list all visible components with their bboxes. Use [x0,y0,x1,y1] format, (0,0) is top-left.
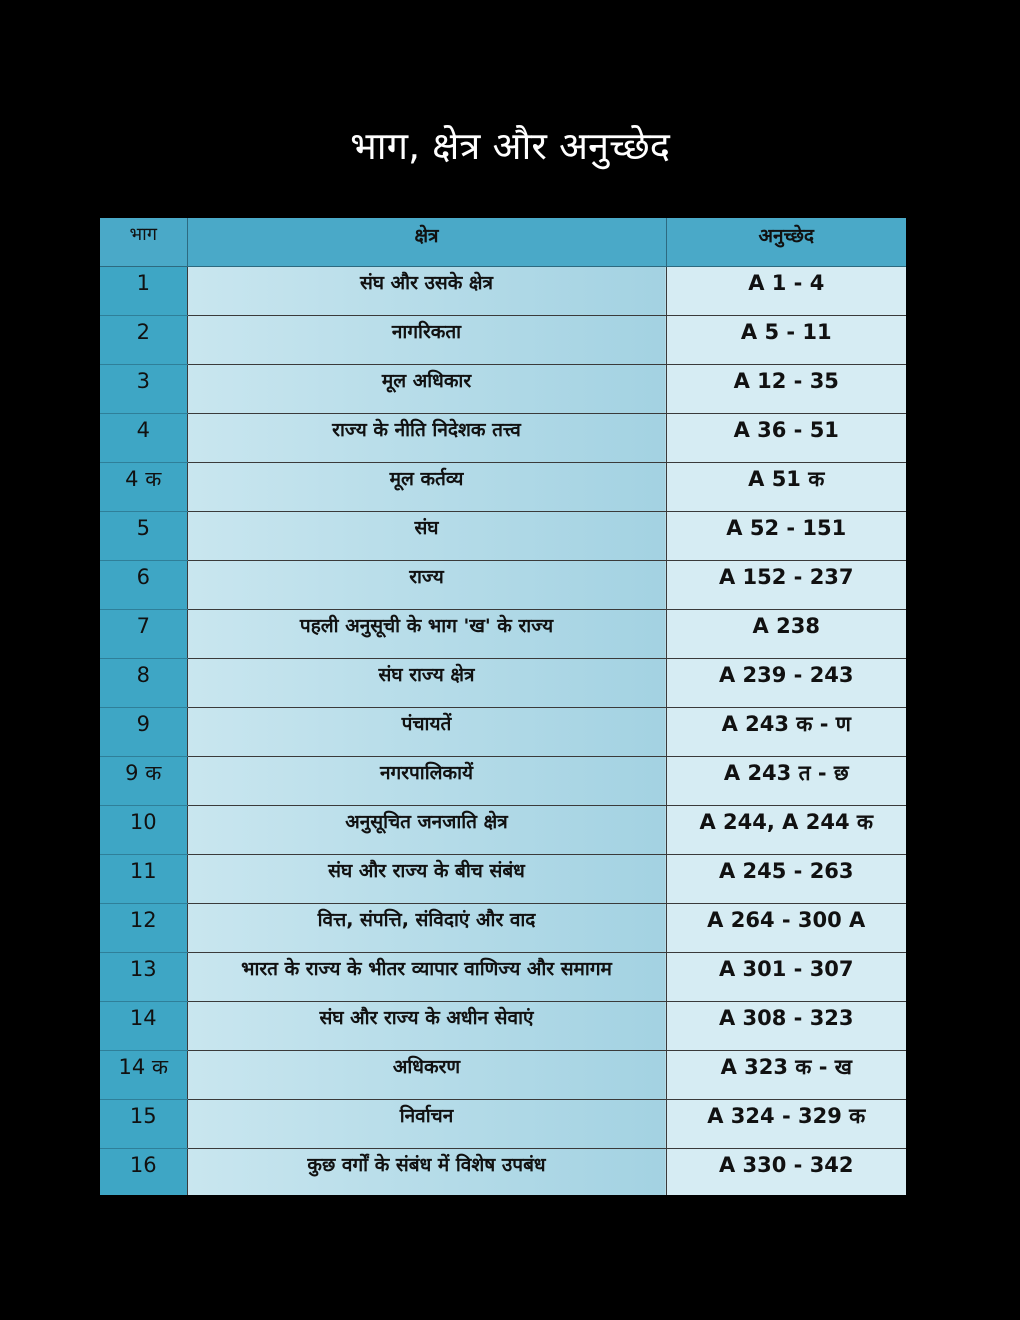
area-cell: कुछ वर्गों के संबंध में विशेष उपबंध [187,1148,666,1195]
table-row [100,1050,906,1099]
area-cell: निर्वाचन [187,1099,666,1148]
part-cell: 13 [100,952,187,1001]
table-row [100,462,906,511]
article-cell: A 243 त - छ [666,756,906,805]
article-cell: A 12 - 35 [666,364,906,413]
part-cell: 9 क [100,756,187,805]
part-cell: 15 [100,1099,187,1148]
table-row [100,511,906,560]
area-cell: नागरिकता [187,315,666,364]
part-cell: 4 [100,413,187,462]
part-cell: 16 [100,1148,187,1195]
table-row [100,413,906,462]
part-cell: 14 क [100,1050,187,1099]
part-cell: 7 [100,609,187,658]
header-area: क्षेत्र [187,218,666,266]
article-cell: A 323 क - ख [666,1050,906,1099]
part-cell: 14 [100,1001,187,1050]
area-cell: राज्य के नीति निदेशक तत्त्व [187,413,666,462]
table-row [100,315,906,364]
table-row [100,1001,906,1050]
article-cell: A 244, A 244 क [666,805,906,854]
article-cell: A 324 - 329 क [666,1099,906,1148]
area-cell: अधिकरण [187,1050,666,1099]
part-cell: 4 क [100,462,187,511]
article-cell: A 5 - 11 [666,315,906,364]
table-row [100,266,906,315]
area-cell: संघ और राज्य के बीच संबंध [187,854,666,903]
part-cell: 8 [100,658,187,707]
article-cell: A 301 - 307 [666,952,906,1001]
area-cell: मूल कर्तव्य [187,462,666,511]
parts-table [100,218,906,1195]
article-cell: A 243 क - ण [666,707,906,756]
article-cell: A 152 - 237 [666,560,906,609]
part-cell: 5 [100,511,187,560]
article-cell: A 1 - 4 [666,266,906,315]
table-row [100,854,906,903]
area-cell: संघ [187,511,666,560]
part-cell: 11 [100,854,187,903]
area-cell: राज्य [187,560,666,609]
table-row [100,560,906,609]
area-cell: नगरपालिकायें [187,756,666,805]
table-row [100,707,906,756]
table-row [100,658,906,707]
area-cell: वित्त, संपत्ति, संविदाएं और वाद [187,903,666,952]
article-cell: A 239 - 243 [666,658,906,707]
article-cell: A 51 क [666,462,906,511]
header-part: भाग [100,218,187,266]
article-cell: A 330 - 342 [666,1148,906,1195]
area-cell: संघ राज्य क्षेत्र [187,658,666,707]
area-cell: संघ और उसके क्षेत्र [187,266,666,315]
part-cell: 9 [100,707,187,756]
page-title: भाग, क्षेत्र और अनुच्छेद [350,124,670,168]
table-row [100,952,906,1001]
table-row [100,609,906,658]
part-cell: 2 [100,315,187,364]
area-cell: पहली अनुसूची के भाग 'ख' के राज्य [187,609,666,658]
article-cell: A 245 - 263 [666,854,906,903]
table-row [100,364,906,413]
article-cell: A 52 - 151 [666,511,906,560]
article-cell: A 308 - 323 [666,1001,906,1050]
table-header-row [100,218,906,266]
article-cell: A 264 - 300 A [666,903,906,952]
part-cell: 3 [100,364,187,413]
table-body [100,266,906,1195]
area-cell: पंचायतें [187,707,666,756]
table-row [100,1148,906,1195]
header-article: अनुच्छेद [666,218,906,266]
table-row [100,805,906,854]
area-cell: संघ और राज्य के अधीन सेवाएं [187,1001,666,1050]
part-cell: 6 [100,560,187,609]
area-cell: मूल अधिकार [187,364,666,413]
parts-table-container [100,218,906,1195]
table-row [100,903,906,952]
part-cell: 1 [100,266,187,315]
article-cell: A 238 [666,609,906,658]
part-cell: 12 [100,903,187,952]
part-cell: 10 [100,805,187,854]
table-row [100,1099,906,1148]
area-cell: भारत के राज्य के भीतर व्यापार वाणिज्य और समागम [187,952,666,1001]
table-row [100,756,906,805]
area-cell: अनुसूचित जनजाति क्षेत्र [187,805,666,854]
article-cell: A 36 - 51 [666,413,906,462]
